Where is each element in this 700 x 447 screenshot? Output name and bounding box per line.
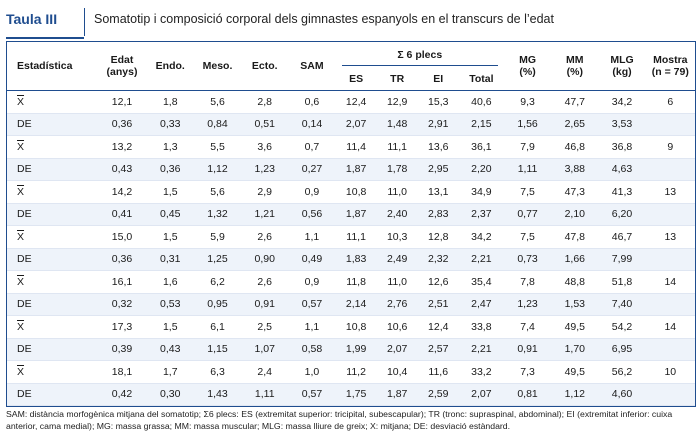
cell-mg: 7,8 [520, 275, 535, 288]
cell-stat: DE [7, 203, 97, 226]
cell-meso: 1,15 [194, 338, 241, 361]
cell-total: 2,15 [459, 113, 504, 136]
cell-es: 1,83 [336, 248, 377, 271]
cell-mlg: 41,3 [611, 185, 633, 198]
cell-edat: 13,2 [111, 140, 133, 153]
cell-meso: 5,6 [210, 185, 225, 198]
cell-endo: 1,5 [162, 185, 178, 198]
cell-mlg: 7,99 [598, 248, 645, 271]
cell-tr: 10,4 [386, 365, 408, 378]
cell-total: 2,07 [459, 383, 504, 406]
cell-meso: 1,32 [194, 203, 241, 226]
cell-mg: 0,73 [504, 248, 551, 271]
cell-mg: 7,5 [520, 185, 535, 198]
cell-total: 2,21 [459, 248, 504, 271]
cell-stat: DE [7, 158, 97, 181]
cell-ei: 12,8 [428, 230, 449, 243]
cell-ei: 2,32 [418, 248, 459, 271]
cell-meso: 0,95 [194, 293, 241, 316]
cell-tr: 2,49 [377, 248, 418, 271]
header-sam: SAM [300, 60, 324, 72]
cell-meso: 5,5 [210, 140, 225, 153]
cell-meso: 6,2 [210, 275, 225, 288]
cell-mm: 1,12 [551, 383, 598, 406]
cell-mostra [646, 383, 695, 406]
cell-mm: 47,8 [564, 230, 585, 243]
cell-mlg: 7,40 [598, 293, 645, 316]
cell-stat: DE [7, 113, 97, 136]
cell-edat: 17,3 [111, 320, 133, 333]
cell-ecto: 1,11 [241, 383, 288, 406]
cell-mlg: 51,8 [611, 275, 633, 288]
header-edat-label: Edat [110, 54, 134, 66]
cell-stat: $\overline{X}$ [17, 140, 25, 153]
table-number-label: Taula III [6, 11, 58, 27]
cell-mostra [646, 248, 695, 271]
cell-meso: 1,12 [194, 158, 241, 181]
table-caption: Somatotip i composició corporal dels gimnastes espanyols en el transcurs de l’edat [94, 12, 554, 26]
cell-mg: 7,4 [520, 320, 535, 333]
cell-ecto: 1,21 [241, 203, 288, 226]
table-row [7, 361, 695, 384]
cell-ecto: 2,5 [257, 320, 273, 333]
cell-mostra: 13 [664, 185, 677, 198]
table-row [7, 136, 695, 159]
cell-tr: 2,76 [377, 293, 418, 316]
cell-meso: 1,43 [194, 383, 241, 406]
cell-mostra: 13 [664, 230, 677, 243]
cell-meso: 5,9 [210, 230, 225, 243]
cell-endo: 0,31 [147, 248, 194, 271]
cell-endo: 1,5 [162, 230, 178, 243]
cell-stat: DE [7, 338, 97, 361]
cell-mlg: 6,95 [598, 338, 645, 361]
cell-mlg: 54,2 [611, 320, 633, 333]
cell-stat: $\overline{X}$ [17, 365, 25, 378]
cell-ecto: 1,07 [241, 338, 288, 361]
cell-meso: 1,25 [194, 248, 241, 271]
cell-edat: 18,1 [111, 365, 133, 378]
cell-sam: 0,6 [304, 95, 320, 108]
cell-mg: 7,5 [520, 230, 535, 243]
table-row [7, 383, 695, 406]
cell-tr: 12,9 [386, 95, 408, 108]
cell-sam: 1,1 [304, 320, 320, 333]
cell-es: 10,8 [345, 185, 367, 198]
cell-ei: 2,91 [418, 113, 459, 136]
cell-total: 33,8 [471, 320, 492, 333]
cell-mm: 3,88 [551, 158, 598, 181]
cell-total: 2,37 [459, 203, 504, 226]
header-mostra-unit: (n = 79) [651, 66, 689, 78]
cell-mostra [646, 113, 695, 136]
header-tr: TR [390, 73, 405, 85]
cell-meso: 5,6 [210, 95, 225, 108]
cell-total: 40,6 [471, 95, 492, 108]
title-divider [84, 8, 85, 36]
cell-mm: 1,53 [551, 293, 598, 316]
cell-sam: 0,57 [288, 293, 335, 316]
cell-total: 34,9 [471, 185, 492, 198]
header-edat-unit: (anys) [106, 66, 138, 78]
cell-ecto: 0,51 [241, 113, 288, 136]
cell-sam: 0,7 [304, 140, 320, 153]
cell-mostra [646, 158, 695, 181]
cell-endo: 1,3 [162, 140, 178, 153]
table-row [7, 113, 695, 136]
cell-stat: DE [7, 383, 97, 406]
cell-stat: DE [7, 293, 97, 316]
header-mostra [646, 42, 695, 91]
cell-ei: 2,57 [418, 338, 459, 361]
cell-total: 2,20 [459, 158, 504, 181]
header-mlg-unit: (kg) [612, 66, 632, 78]
cell-mostra [646, 293, 695, 316]
cell-endo: 1,7 [162, 365, 178, 378]
table-row [7, 248, 695, 271]
table-footnote: SAM: distància morfogènica mitjana del somatotip; Σ6 plecs: ES (extremitat superior: tricipital, subescapular); TR (tronc: supraspinal, abdominal); EI (extremitat inferior: cuixa anterior, cama medial); MG: massa grassa; MM: massa muscular; MLG: massa lliure de greix; X: mitjana; DE: desviació estàndard. [6, 409, 673, 431]
cell-tr: 10,3 [386, 230, 408, 243]
cell-mlg: 34,2 [611, 95, 633, 108]
cell-mlg: 3,53 [598, 113, 645, 136]
cell-ei: 12,4 [428, 320, 449, 333]
cell-edat: 0,39 [97, 338, 146, 361]
cell-meso: 6,3 [210, 365, 225, 378]
cell-sam: 0,14 [288, 113, 335, 136]
cell-tr: 2,07 [377, 338, 418, 361]
cell-total: 2,21 [459, 338, 504, 361]
data-table-container [6, 41, 696, 407]
cell-mm: 47,3 [564, 185, 585, 198]
cell-total: 2,47 [459, 293, 504, 316]
header-meso: Meso. [202, 60, 233, 72]
data-table [7, 42, 695, 406]
header-ei: EI [433, 73, 444, 85]
cell-es: 2,14 [336, 293, 377, 316]
table-row [7, 226, 695, 249]
table-row [7, 181, 695, 204]
cell-mg: 0,81 [504, 383, 551, 406]
cell-ecto: 2,9 [257, 185, 273, 198]
cell-mm: 49,5 [564, 365, 585, 378]
cell-sam: 1,0 [304, 365, 320, 378]
cell-stat: $\overline{X}$ [17, 320, 25, 333]
cell-mg: 1,23 [504, 293, 551, 316]
cell-mostra: 10 [664, 365, 677, 378]
header-mg-unit: (%) [519, 66, 536, 78]
cell-edat: 14,2 [111, 185, 133, 198]
cell-endo: 1,8 [162, 95, 178, 108]
cell-es: 11,4 [346, 140, 366, 153]
cell-ecto: 2,6 [257, 230, 273, 243]
cell-edat: 0,32 [97, 293, 146, 316]
cell-es: 1,87 [336, 203, 377, 226]
cell-mg: 7,3 [520, 365, 535, 378]
header-mlg [598, 42, 645, 91]
cell-endo: 0,33 [147, 113, 194, 136]
cell-mostra: 6 [667, 95, 674, 108]
header-mg [504, 42, 551, 91]
cell-total: 33,2 [471, 365, 492, 378]
header-sum-label: Σ 6 plecs [397, 49, 443, 61]
cell-sam: 0,9 [304, 275, 320, 288]
table-row [7, 271, 695, 294]
cell-es: 12,4 [345, 95, 367, 108]
cell-endo: 0,36 [147, 158, 194, 181]
cell-tr: 1,48 [377, 113, 418, 136]
cell-mm: 46,8 [564, 140, 585, 153]
header-mm [551, 42, 598, 91]
cell-ecto: 0,91 [241, 293, 288, 316]
cell-es: 11,8 [346, 275, 366, 288]
table-body [7, 91, 695, 406]
cell-mlg: 4,60 [598, 383, 645, 406]
cell-ei: 15,3 [428, 95, 449, 108]
header-edat [97, 42, 146, 91]
cell-total: 35,4 [471, 275, 492, 288]
cell-mlg: 4,63 [598, 158, 645, 181]
table-header [7, 42, 695, 91]
table-row [7, 158, 695, 181]
table-row [7, 203, 695, 226]
cell-ecto: 3,6 [257, 140, 273, 153]
cell-sam: 0,9 [304, 185, 320, 198]
cell-meso: 6,1 [210, 320, 225, 333]
cell-mostra [646, 203, 695, 226]
cell-tr: 10,6 [386, 320, 408, 333]
cell-endo: 0,43 [147, 338, 194, 361]
cell-stat: $\overline{X}$ [17, 95, 25, 108]
cell-tr: 2,40 [377, 203, 418, 226]
header-mg-label: MG [519, 54, 537, 66]
cell-ecto: 2,8 [257, 95, 273, 108]
cell-sam: 0,57 [288, 383, 335, 406]
cell-edat: 0,36 [97, 113, 146, 136]
cell-ei: 2,59 [418, 383, 459, 406]
cell-mlg: 6,20 [598, 203, 645, 226]
cell-es: 1,75 [336, 383, 377, 406]
header-mm-unit: (%) [566, 66, 583, 78]
cell-mg: 7,9 [520, 140, 535, 153]
cell-ecto: 1,23 [241, 158, 288, 181]
cell-edat: 16,1 [111, 275, 133, 288]
cell-stat: $\overline{X}$ [17, 230, 25, 243]
cell-edat: 15,0 [111, 230, 133, 243]
cell-es: 11,2 [346, 365, 366, 378]
cell-total: 34,2 [471, 230, 492, 243]
header-endo: Endo. [155, 60, 185, 72]
cell-es: 1,87 [336, 158, 377, 181]
cell-endo: 0,30 [147, 383, 194, 406]
cell-stat: $\overline{X}$ [17, 185, 25, 198]
header-sum-group [336, 42, 504, 68]
cell-es: 1,99 [336, 338, 377, 361]
title-underline [6, 37, 84, 39]
cell-total: 36,1 [471, 140, 492, 153]
cell-endo: 1,5 [162, 320, 178, 333]
cell-mg: 9,3 [520, 95, 535, 108]
cell-edat: 12,1 [111, 95, 133, 108]
cell-edat: 0,43 [97, 158, 146, 181]
cell-ei: 11,6 [428, 365, 449, 378]
cell-mostra [646, 338, 695, 361]
cell-tr: 11,0 [387, 275, 407, 288]
table-row [7, 338, 695, 361]
cell-ei: 2,83 [418, 203, 459, 226]
cell-stat: DE [7, 248, 97, 271]
cell-ecto: 2,6 [257, 275, 273, 288]
cell-mostra: 14 [664, 275, 677, 288]
header-estadistica: Estadística [17, 60, 73, 72]
cell-endo: 0,45 [147, 203, 194, 226]
cell-mlg: 46,7 [611, 230, 633, 243]
cell-mlg: 56,2 [611, 365, 633, 378]
header-sum-underline [342, 65, 498, 66]
cell-mm: 1,70 [551, 338, 598, 361]
header-mm-label: MM [566, 54, 584, 66]
cell-edat: 0,36 [97, 248, 146, 271]
cell-mg: 1,11 [504, 158, 551, 181]
cell-mm: 1,66 [551, 248, 598, 271]
cell-mm: 2,10 [551, 203, 598, 226]
cell-ei: 12,6 [428, 275, 449, 288]
table-row [7, 91, 695, 114]
cell-ei: 2,95 [418, 158, 459, 181]
cell-edat: 0,42 [97, 383, 146, 406]
cell-mg: 1,56 [504, 113, 551, 136]
cell-ei: 13,1 [428, 185, 449, 198]
table-title-row [0, 0, 700, 40]
cell-tr: 1,78 [377, 158, 418, 181]
cell-mlg: 36,8 [611, 140, 633, 153]
cell-endo: 0,53 [147, 293, 194, 316]
cell-meso: 0,84 [194, 113, 241, 136]
cell-edat: 0,41 [97, 203, 146, 226]
header-ecto: Ecto. [251, 60, 278, 72]
header-es: ES [349, 73, 364, 85]
cell-endo: 1,6 [162, 275, 178, 288]
cell-tr: 1,87 [377, 383, 418, 406]
cell-tr: 11,0 [387, 185, 407, 198]
cell-mm: 47,7 [564, 95, 585, 108]
cell-es: 10,8 [345, 320, 367, 333]
cell-ecto: 2,4 [257, 365, 273, 378]
cell-mm: 2,65 [551, 113, 598, 136]
cell-tr: 11,1 [387, 140, 407, 153]
cell-mm: 49,5 [564, 320, 585, 333]
cell-es: 2,07 [336, 113, 377, 136]
header-mostra-label: Mostra [653, 54, 688, 66]
cell-mg: 0,91 [504, 338, 551, 361]
cell-mostra: 9 [667, 140, 674, 153]
cell-es: 11,1 [346, 230, 366, 243]
cell-sam: 0,58 [288, 338, 335, 361]
cell-sam: 0,49 [288, 248, 335, 271]
cell-ei: 13,6 [428, 140, 449, 153]
cell-mostra: 14 [664, 320, 677, 333]
cell-stat: $\overline{X}$ [17, 275, 25, 288]
table-row [7, 316, 695, 339]
cell-sam: 0,56 [288, 203, 335, 226]
header-total: Total [469, 73, 494, 85]
header-mlg-label: MLG [610, 54, 634, 66]
cell-sam: 1,1 [304, 230, 320, 243]
table-row [7, 293, 695, 316]
cell-sam: 0,27 [288, 158, 335, 181]
cell-ei: 2,51 [418, 293, 459, 316]
cell-mg: 0,77 [504, 203, 551, 226]
cell-mm: 48,8 [564, 275, 585, 288]
cell-ecto: 0,90 [241, 248, 288, 271]
